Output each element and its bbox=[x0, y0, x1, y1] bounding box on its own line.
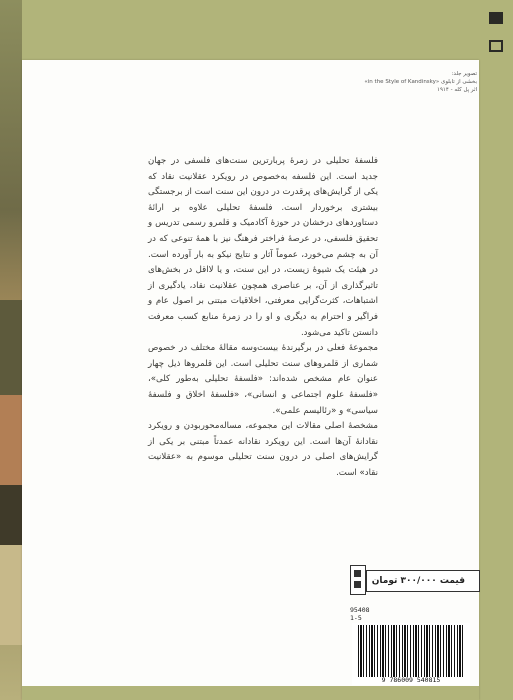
isbn-barcode bbox=[352, 623, 470, 685]
art-band bbox=[0, 395, 22, 485]
blurb-paragraph: مشخصهٔ اصلی مقالات این مجموعه، مساله‌محوربودن و رویکرد نقادانهٔ آن‌ها است. این رویکرد نقادانه عمدتاً مبتنی بر یکی از گرایش‌های اصلی در درون سنت تحلیلی موسوم به «عقلانیت نقاد» است. bbox=[148, 421, 378, 478]
logo-block bbox=[489, 40, 503, 52]
credit-line: اثر پل کله - ۱۹۱۴ bbox=[437, 87, 477, 93]
blurb-paragraph: فلسفهٔ تحلیلی در زمرهٔ پربارترین سنت‌های فلسفی در جهان جدید است. این فلسفه به‌خصوص در رویکرد عقلانیت نقاد که یکی از گرایش‌های پرقدرت در درون این سنت است از برجستگی بیشتری برخوردار است. فلسفهٔ تحلیلی علاوه بر ارائهٔ دستاوردهای درخشان در حوزهٔ آکادمیک و قلمرو رسمی تدریس و تحقیق فلسفی، در عرصهٔ فراختر فرهنگ نیز با همهٔ تنوعی که در آن به چشم می‌خورد، عموماً آثار و نتایج نیکو به بار آورده است. در هیئت یک شیوهٔ زیست، در این سنت، و یا لااقل در بخش‌های تاثیرگذاری از آن، بر عناصری همچون عقلانیت نقاد، یادگیری از اشتباهات، کثرت‌گرایی معرفتی، اخلاقیات مبتنی بر اصول عام و فراگیر و احترام به دیگری و او را در زمرهٔ منابع کسب معرفت دانستن تاکید می‌شود. bbox=[148, 156, 378, 338]
cover-art-strip bbox=[0, 0, 22, 700]
art-band bbox=[0, 545, 22, 645]
cover-credit bbox=[337, 70, 477, 94]
barcode-digits: 9 786009 540815 bbox=[381, 676, 441, 684]
bottom-border bbox=[22, 686, 479, 700]
barcode-code bbox=[350, 606, 370, 622]
barcode-code-top: 95408 bbox=[350, 606, 370, 614]
credit-line: بخشی از تابلوی «in the Style of Kandinsky» bbox=[364, 79, 477, 85]
price-box bbox=[366, 570, 480, 592]
logo-block bbox=[489, 12, 503, 24]
art-band bbox=[0, 300, 22, 395]
barcode-code-sub: 1-5 bbox=[350, 614, 362, 622]
price-label: قیمت ۳۰۰/۰۰۰ تومان bbox=[371, 576, 465, 586]
credit-line: تصویر جلد: bbox=[451, 71, 477, 77]
publisher-logo bbox=[487, 12, 505, 52]
art-band bbox=[0, 485, 22, 545]
blurb-paragraph: مجموعهٔ فعلی در برگیرندهٔ بیست‌وسه مقالهٔ مختلف در خصوص شماری از قلمروهای سنت تحلیلی است. این قلمروها ذیل چهار عنوان عام مشخص شده‌اند: «فلسفهٔ تحلیلی به‌طور کلی»، «فلسفهٔ علوم اجتماعی و انسانی»، «فلسفهٔ اخلاق و فلسفهٔ سیاسی» و «رئالیسم علمی». bbox=[148, 343, 378, 416]
barcode-bars bbox=[358, 625, 464, 677]
blurb-text bbox=[148, 154, 378, 481]
publisher-emblem-icon bbox=[350, 565, 366, 595]
